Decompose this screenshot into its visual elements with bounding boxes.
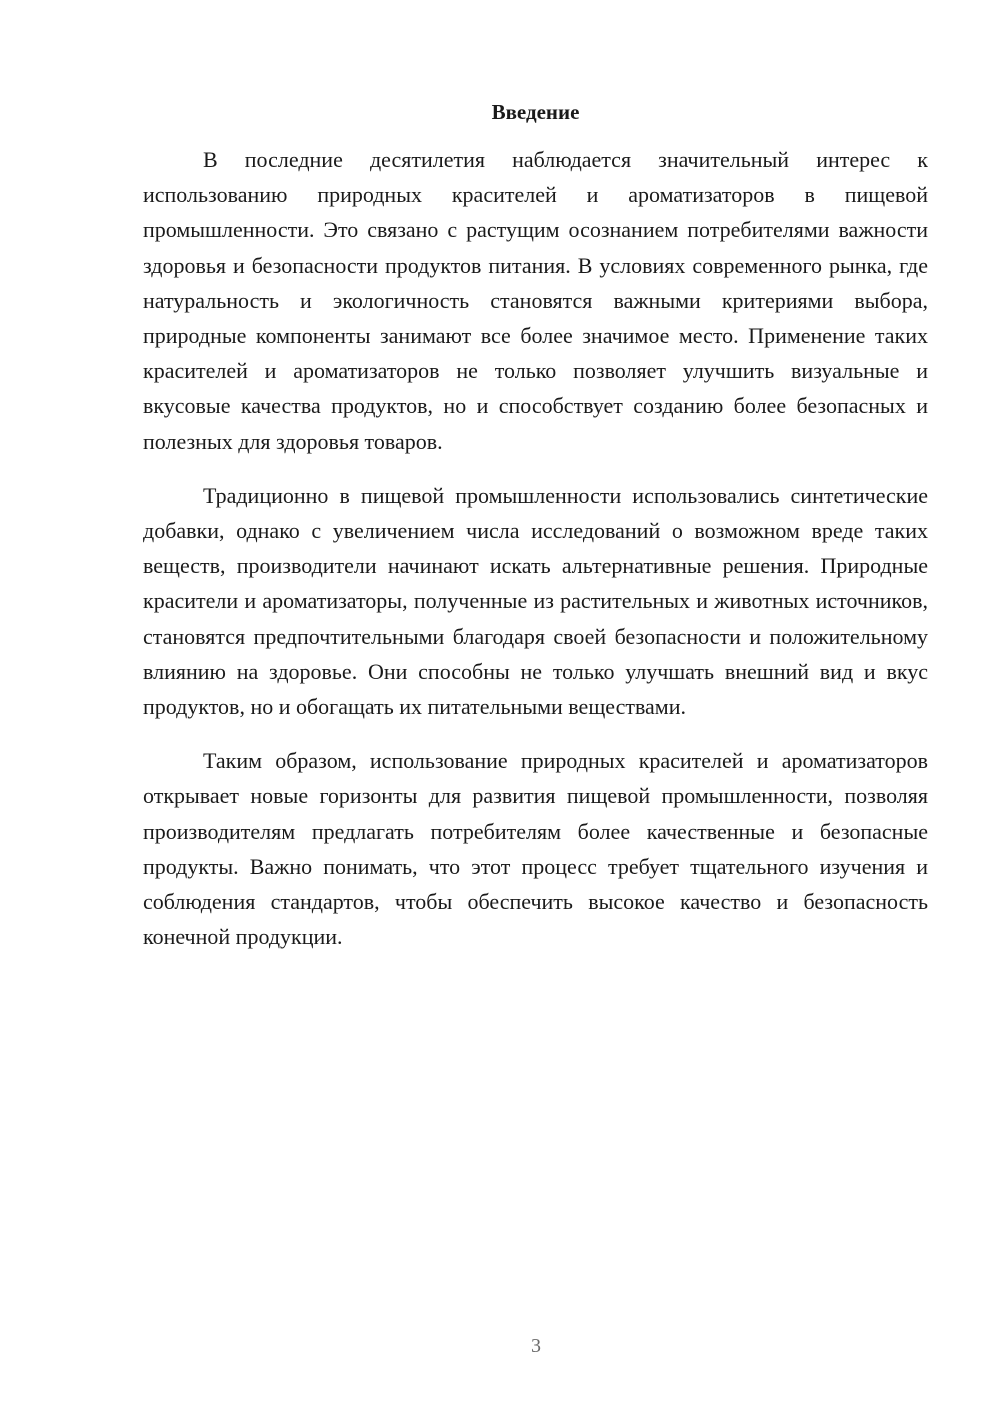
paragraph-1: В последние десятилетия наблюдается значительный интерес к использованию природных красителей и ароматизаторов в пищевой промышленности. Это связано с растущим осознанием потребителями важности здоровья и безопасности продуктов питания. В условиях современного рынка, где натуральность и экологичность становятся важными критериями выбора, природные компоненты занимают все более значимое место. Применение таких красителей и ароматизаторов не только позволяет улучшить визуальные и вкусовые качества продуктов, но и способствует созданию более безопасных и полезных для здоровья товаров. xyxy=(143,147,928,454)
page-number: 3 xyxy=(531,1335,541,1357)
paragraph-3: Таким образом, использование природных красителей и ароматизаторов открывает новые горизонты для развития пищевой промышленности, позволяя производителям предлагать потребителям более качественные и безопасные продукты. Важно понимать, что этот процесс требует тщательного изучения и соблюдения стандартов, чтобы обеспечить высокое качество и безопасность конечной продукции. xyxy=(143,748,928,950)
paragraph-2: Традиционно в пищевой промышленности использовались синтетические добавки, однако с увеличением числа исследований о возможном вреде таких веществ, производители начинают искать альтернативные решения. Природные красители и ароматизаторы, полученные из растительных и животных источников, становятся предпочтительными благодаря своей безопасности и положительному влиянию на здоровье. Они способны не только улучшать внешний вид и вкус продуктов, но и обогащать их питательными веществами. xyxy=(143,482,928,720)
document-body xyxy=(143,142,928,973)
page-title: Введение xyxy=(491,100,580,124)
